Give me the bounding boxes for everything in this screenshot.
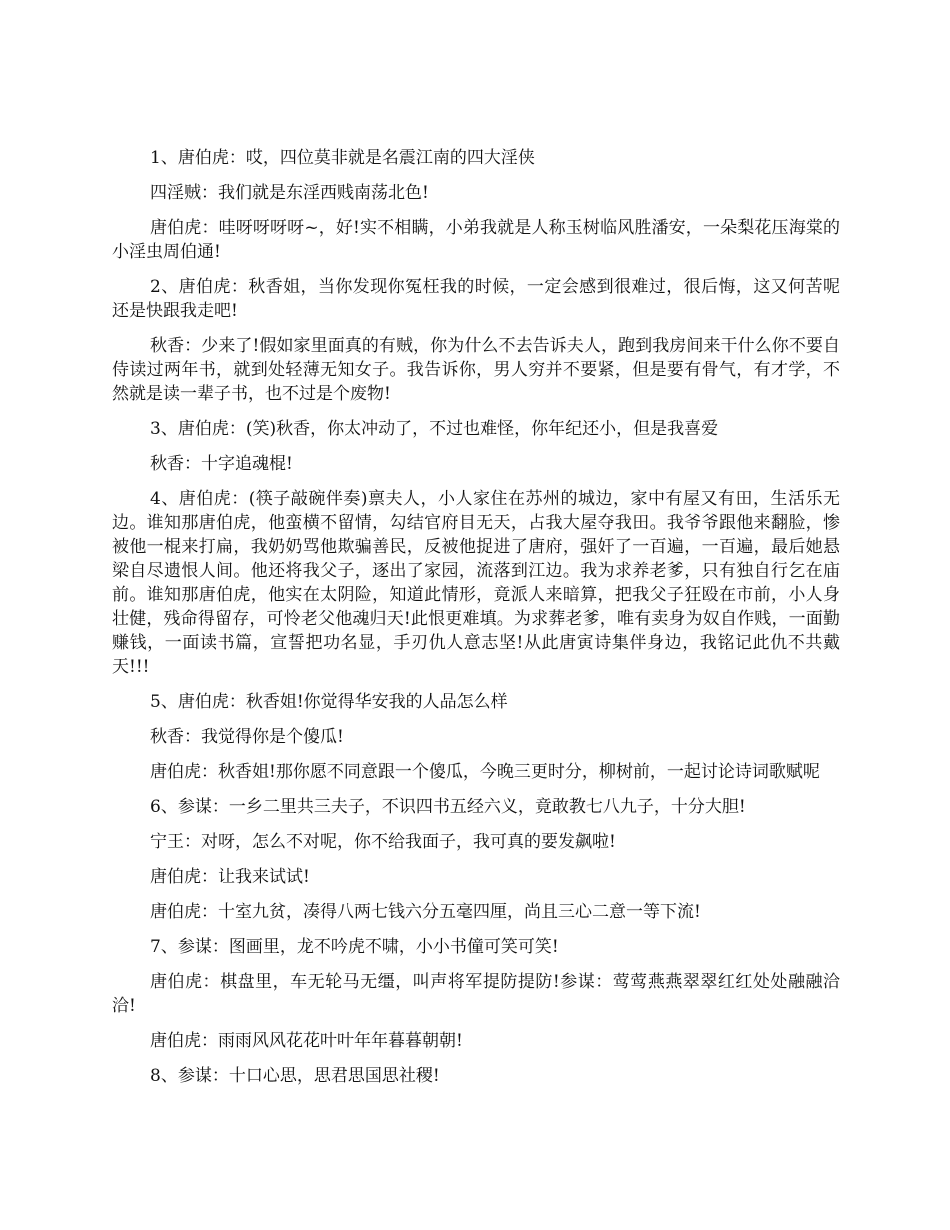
paragraph: 5、唐伯虎：秋香姐!你觉得华安我的人品怎么样: [150, 692, 508, 712]
paragraph: 宁王：对呀，怎么不对呢，你不给我面子，我可真的要发飙啦!: [150, 832, 616, 852]
paragraph: 1、唐伯虎：哎，四位莫非就是名震江南的四大淫侠: [150, 148, 535, 168]
paragraph: 秋香：少来了!假如家里面真的有贼，你为什么不去告诉夫人，跑到我房间来干什么你不要自侍读过两年书，就到处轻薄无知女子。我告诉你，男人穷并不要紧，但是要有骨气，有才学，不然就是读一辈子书，也不过是个废物!: [112, 336, 840, 404]
paragraph: 6、参谋：一乡二里共三夫子，不识四书五经六义，竟敢教七八九子，十分大胆!: [150, 797, 746, 817]
paragraph: 秋香：十字追魂棍!: [150, 454, 293, 474]
paragraph: 4、唐伯虎：(筷子敲碗伴奏)禀夫人，小人家住在苏州的城边，家中有屋又有田，生活乐无边。谁知那唐伯虎，他蛮横不留情，勾结官府目无天，占我大屋夺我田。我爷爷跟他来翻脸，惨被他一棍来打扁，我奶奶骂他欺骗善民，反被他捉进了唐府，强奸了一百遍，一百遍，最后她悬梁自尽遗恨人间。他还将我父子，逐出了家园，流落到江边。我为求养老爹，只有独自行乞在庙前。谁知那唐伯虎，他实在太阴险，知道此情形，竟派人来暗算，把我父子狂殴在市前，小人身壮健，残命得留存，可怜老父他魂归天!此恨更难填。为求葬老爹，唯有卖身为奴自作贱，一面勤赚钱，一面读书篇，宣誓把功名显，手刃仇人意志坚!从此唐寅诗集伴身边，我铭记此仇不共戴天!!!: [112, 489, 840, 677]
paragraph: 3、唐伯虎：(笑)秋香，你太冲动了，不过也难怪，你年纪还小，但是我喜爱: [150, 419, 719, 439]
paragraph: 2、唐伯虎：秋香姐，当你发现你冤枉我的时候，一定会感到很难过，很后悔，这又何苦呢还是快跟我走吧!: [112, 277, 840, 321]
paragraph: 唐伯虎：雨雨风风花花叶叶年年暮暮朝朝!: [150, 1031, 463, 1051]
paragraph: 四淫贼：我们就是东淫西贱南荡北色!: [150, 183, 429, 203]
paragraph: 唐伯虎：哇呀呀呀呀~，好!实不相瞒，小弟我就是人称玉树临风胜潘安，一朵梨花压海棠的小淫虫周伯通!: [112, 218, 840, 262]
paragraph: 唐伯虎：秋香姐!那你愿不同意跟一个傻瓜，今晚三更时分，柳树前，一起讨论诗词歌赋呢: [150, 762, 820, 782]
paragraph: 唐伯虎：让我来试试!: [150, 867, 310, 887]
document-body: [112, 146, 840, 1099]
paragraph: 唐伯虎：棋盘里，车无轮马无缰，叫声将军提防提防!参谋：莺莺燕燕翠翠红红处处融融洽洽!: [112, 972, 840, 1016]
paragraph: 唐伯虎：十室九贫，凑得八两七钱六分五毫四厘，尚且三心二意一等下流!: [150, 902, 701, 922]
paragraph: 7、参谋：图画里，龙不吟虎不啸，小小书僮可笑可笑!: [150, 937, 559, 957]
paragraph: 秋香：我觉得你是个傻瓜!: [150, 727, 344, 747]
paragraph: 8、参谋：十口心思，思君思国思社稷!: [150, 1066, 440, 1086]
